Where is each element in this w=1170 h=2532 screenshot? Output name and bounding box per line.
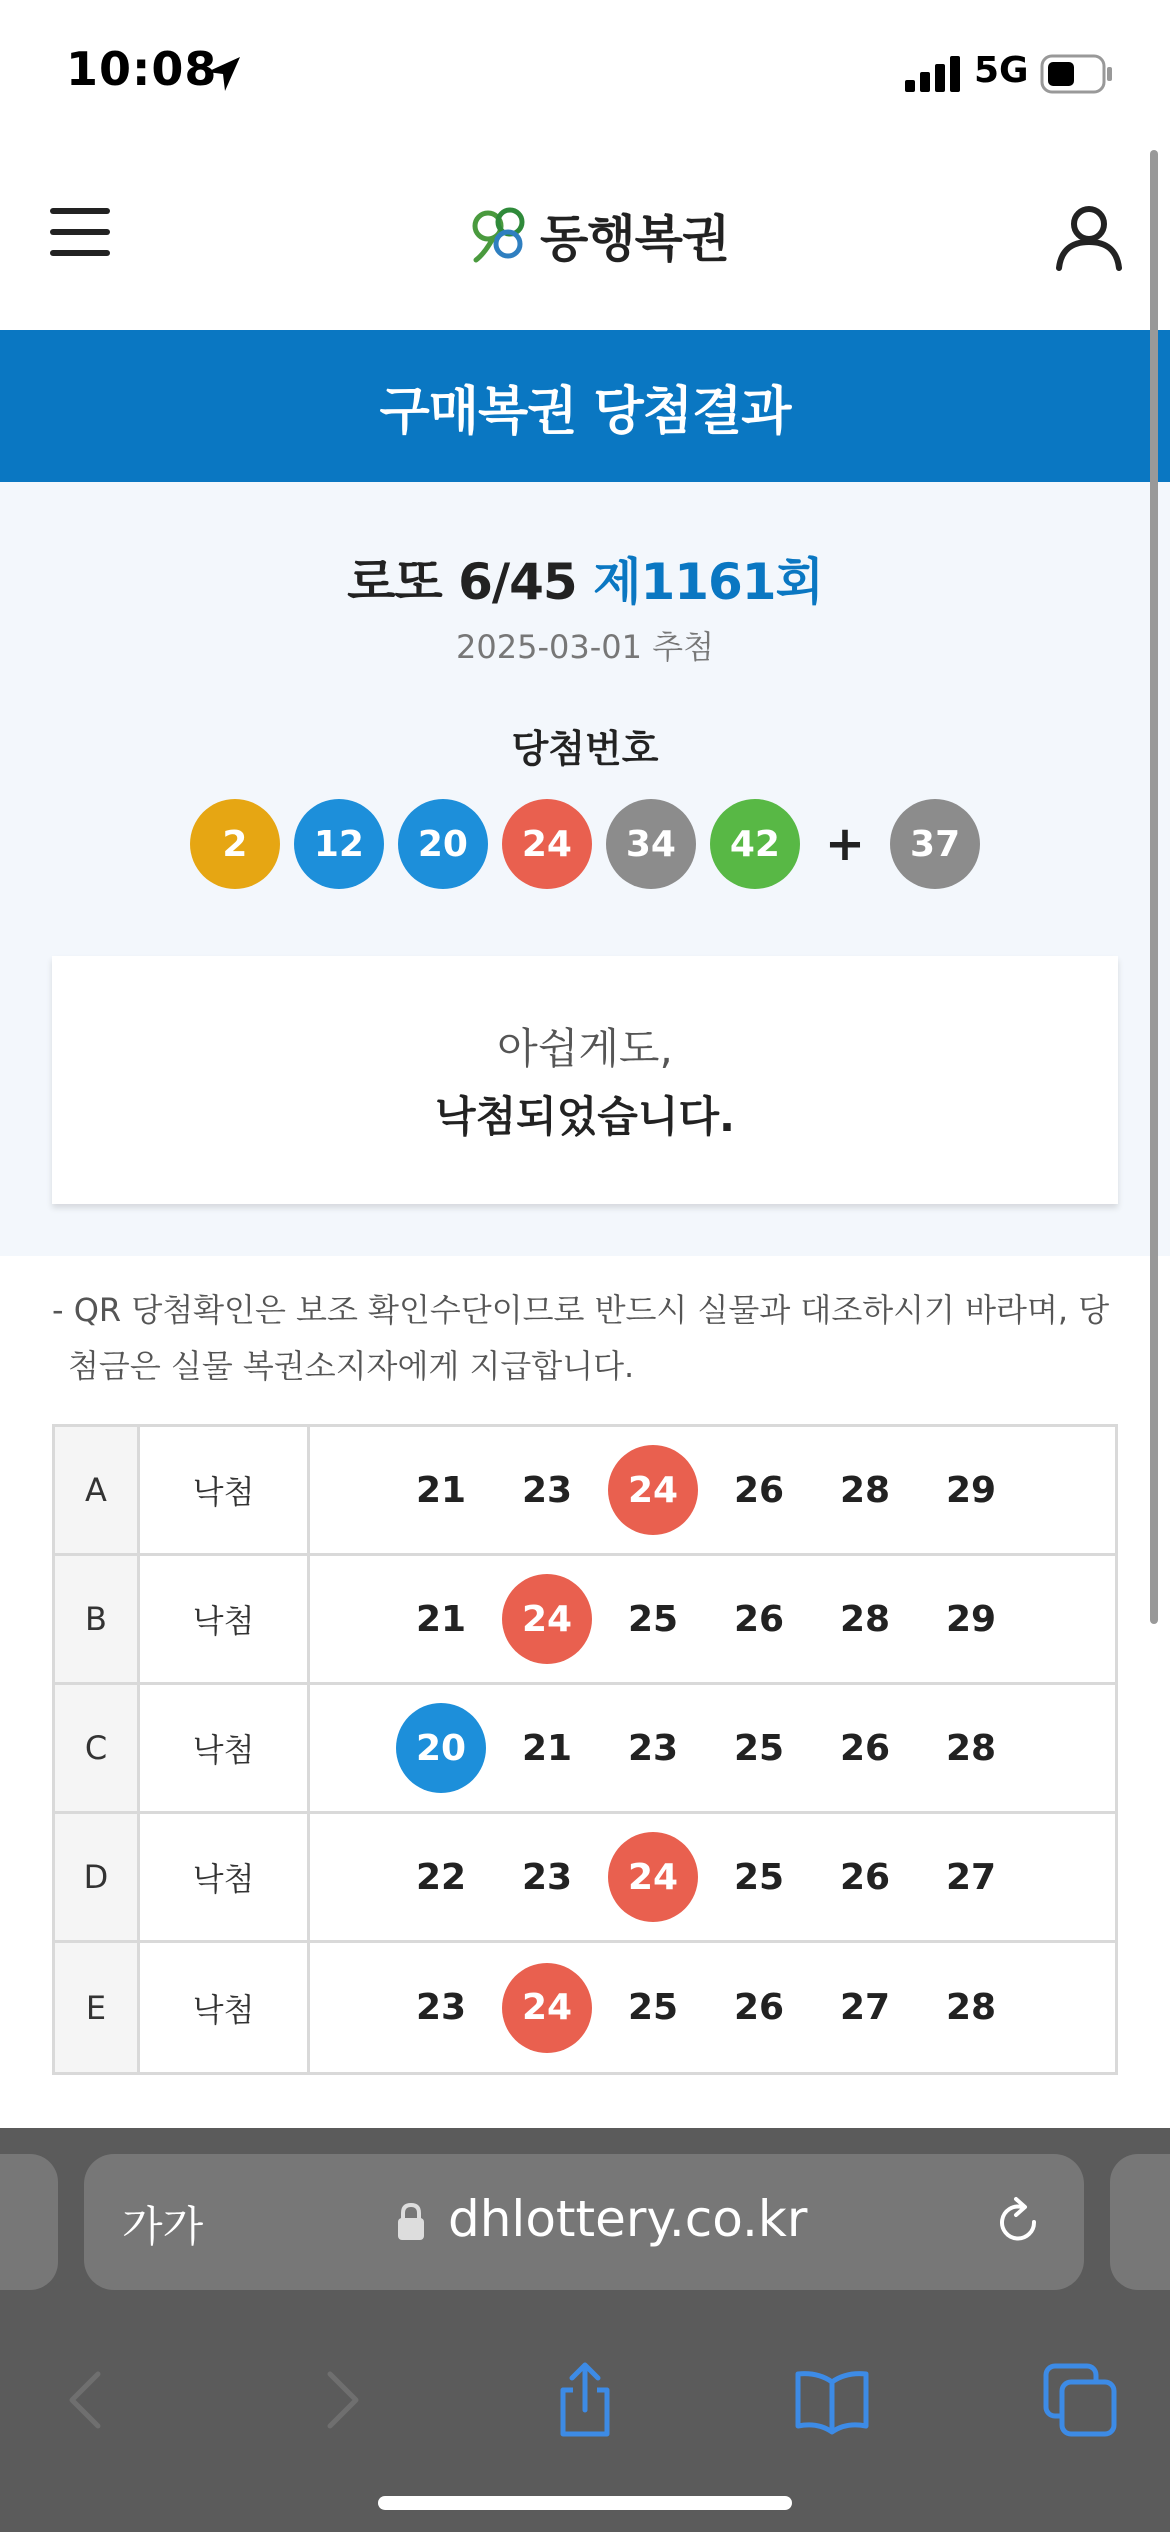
ticket-row — [55, 1685, 1115, 1814]
ticket-numbers — [310, 1685, 1115, 1811]
bonus-plus-sign: + — [824, 816, 866, 872]
ticket-number-matched: 20 — [396, 1703, 486, 1793]
ticket-number: 25 — [733, 1856, 785, 1898]
page-title-banner — [0, 330, 1170, 482]
ticket-number: 26 — [733, 1469, 785, 1511]
ticket-game-letter: D — [55, 1814, 140, 1940]
ticket-number: 28 — [839, 1469, 891, 1511]
status-bar — [0, 0, 1170, 140]
previous-tab-preview[interactable] — [0, 2154, 58, 2290]
ticket-result-status: 낙첨 — [140, 1427, 310, 1553]
winning-number-ball: 20 — [398, 799, 488, 889]
result-message-line2: 낙첨되었습니다. — [435, 1092, 735, 1141]
bonus-number-ball: 37 — [890, 799, 980, 889]
ticket-number-matched: 24 — [608, 1832, 698, 1922]
ticket-numbers — [310, 1427, 1115, 1553]
ticket-game-letter: E — [55, 1943, 140, 2072]
ticket-number-matched: 24 — [608, 1445, 698, 1535]
ticket-numbers — [310, 1943, 1115, 2072]
page-settings-button[interactable]: 가가 — [122, 2202, 204, 2251]
ticket-number: 23 — [521, 1856, 573, 1898]
ticket-result-status: 낙첨 — [140, 1556, 310, 1682]
ticket-number: 25 — [733, 1727, 785, 1769]
ticket-row — [55, 1556, 1115, 1685]
ticket-game-letter: B — [55, 1556, 140, 1682]
location-arrow-icon — [204, 54, 244, 94]
next-tab-preview[interactable] — [1110, 2154, 1170, 2290]
url-text[interactable]: dhlottery.co.kr — [448, 2190, 808, 2248]
ticket-numbers — [310, 1556, 1115, 1682]
ticket-number: 26 — [733, 1598, 785, 1640]
ticket-number: 29 — [945, 1598, 997, 1640]
bookmarks-icon[interactable] — [792, 2360, 872, 2440]
ticket-game-letter: A — [55, 1427, 140, 1553]
winning-numbers — [0, 798, 1170, 890]
draw-round: 제1161회 — [593, 553, 823, 611]
draw-date: 2025-03-01 추첨 — [456, 628, 714, 666]
ticket-number: 28 — [945, 1987, 997, 2028]
tabs-icon[interactable] — [1040, 2360, 1120, 2440]
logo-text: 동행복권 — [540, 210, 730, 268]
winning-numbers-label: 당첨번호 — [511, 727, 659, 771]
home-indicator[interactable] — [378, 2496, 792, 2510]
back-icon[interactable] — [48, 2360, 128, 2440]
ticket-number: 25 — [627, 1598, 679, 1640]
ticket-results-table — [52, 1424, 1118, 2075]
ticket-numbers — [310, 1814, 1115, 1940]
ticket-row — [55, 1427, 1115, 1556]
game-title — [0, 542, 1170, 614]
ticket-number: 23 — [415, 1987, 467, 2028]
address-bar[interactable] — [84, 2154, 1084, 2290]
ticket-number: 28 — [945, 1727, 997, 1769]
site-logo[interactable] — [470, 200, 729, 270]
winning-number-ball: 12 — [294, 799, 384, 889]
forward-icon[interactable] — [300, 2360, 380, 2440]
result-message-line1: 아쉽게도, — [497, 1024, 673, 1073]
ticket-game-letter: C — [55, 1685, 140, 1811]
ticket-number: 22 — [415, 1856, 467, 1898]
ticket-number-matched: 24 — [502, 1574, 592, 1664]
ticket-result-status: 낙첨 — [140, 1685, 310, 1811]
winning-number-ball: 34 — [606, 799, 696, 889]
winning-number-ball: 2 — [190, 799, 280, 889]
ticket-result-status: 낙첨 — [140, 1943, 310, 2072]
page-title: 구매복권 당첨결과 — [379, 381, 791, 442]
ticket-number: 21 — [415, 1598, 467, 1640]
ticket-number: 27 — [839, 1987, 891, 2028]
status-time: 10:08 — [66, 42, 218, 96]
ticket-number: 26 — [733, 1987, 785, 2028]
ticket-row — [55, 1943, 1115, 2072]
ticket-number: 26 — [839, 1856, 891, 1898]
browser-toolbar — [0, 2128, 1170, 2532]
qr-notice: - QR 당첨확인은 보조 확인수단이므로 반드시 실물과 대조하시기 바라며, 당첨금은 실물 복권소지자에게 지급합니다. — [52, 1291, 1110, 1385]
ticket-row — [55, 1814, 1115, 1943]
share-icon[interactable] — [545, 2360, 625, 2440]
ticket-number: 23 — [521, 1469, 573, 1511]
game-name: 로또 6/45 — [347, 553, 577, 611]
ticket-number: 25 — [627, 1987, 679, 2028]
site-header — [0, 140, 1170, 330]
clover-logo-icon — [470, 204, 532, 266]
result-message-card — [52, 956, 1118, 1204]
winning-number-ball: 24 — [502, 799, 592, 889]
ticket-number: 21 — [415, 1469, 467, 1511]
ticket-number: 23 — [627, 1727, 679, 1769]
ticket-number-matched: 24 — [502, 1963, 592, 2053]
battery-icon — [1040, 54, 1114, 94]
hamburger-menu-icon[interactable] — [48, 206, 112, 258]
winning-number-ball: 42 — [710, 799, 800, 889]
user-account-icon[interactable] — [1054, 202, 1124, 272]
page-scrollbar[interactable] — [1150, 150, 1158, 1624]
ticket-number: 26 — [839, 1727, 891, 1769]
ticket-number: 28 — [839, 1598, 891, 1640]
ticket-number: 21 — [521, 1727, 573, 1769]
draw-result-section — [0, 482, 1170, 1256]
ticket-result-status: 낙첨 — [140, 1814, 310, 1940]
lock-icon — [396, 2202, 426, 2242]
cellular-signal-icon — [905, 56, 961, 92]
network-label: 5G — [974, 50, 1029, 91]
ticket-number: 27 — [945, 1856, 997, 1898]
reload-icon[interactable] — [992, 2196, 1044, 2248]
ticket-number: 29 — [945, 1469, 997, 1511]
